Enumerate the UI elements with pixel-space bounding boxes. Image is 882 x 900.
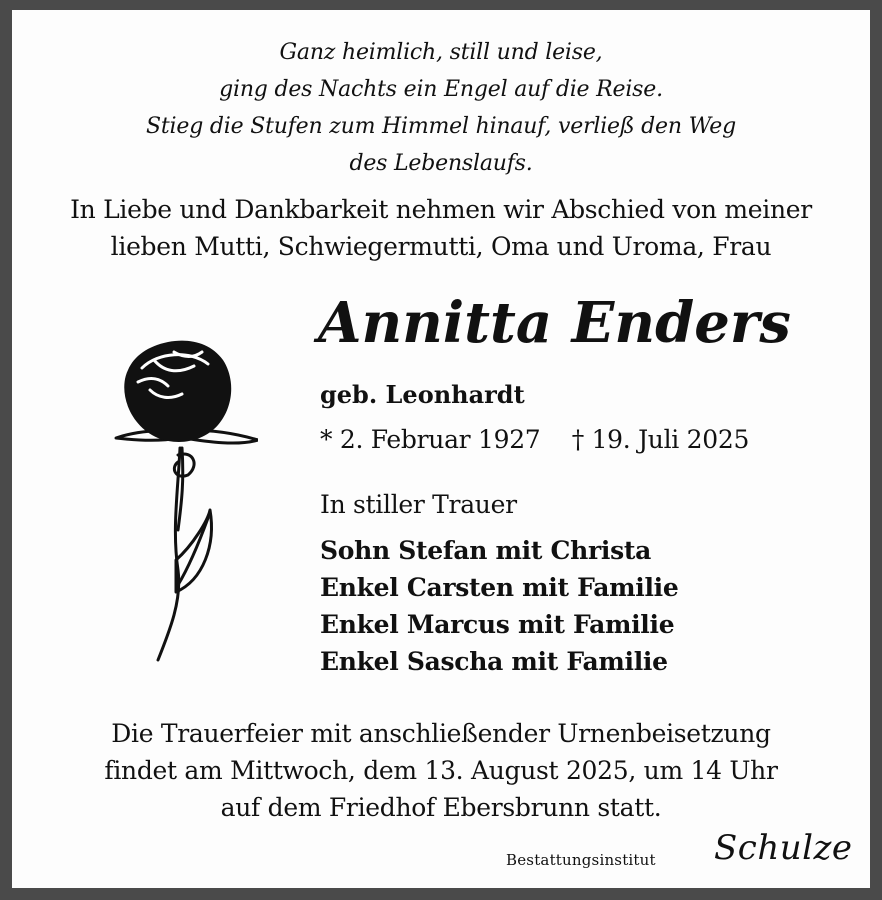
ceremony-line: auf dem Friedhof Ebersbrunn statt.: [220, 793, 662, 822]
poem-line: Stieg die Stufen zum Himmel hinauf, verließ den Weg: [146, 114, 736, 139]
poem-line: Ganz heimlich, still und leise,: [279, 40, 603, 65]
mourner: Sohn Stefan mit Christa: [320, 536, 651, 565]
deceased-name: Annitta Enders: [318, 290, 791, 356]
obituary-card: [12, 10, 870, 888]
birth-name: geb. Leonhardt: [320, 380, 525, 409]
mourner: Enkel Carsten mit Familie: [320, 573, 679, 602]
intro-line: In Liebe und Dankbarkeit nehmen wir Abschied von meiner: [70, 195, 812, 224]
mourner: Enkel Marcus mit Familie: [320, 610, 675, 639]
death-date: † 19. Juli 2025: [571, 425, 750, 454]
mourners-list: [320, 532, 678, 680]
funeral-home-label: Bestattungsinstitut: [506, 851, 656, 869]
funeral-home-logo: Schulze: [714, 828, 853, 868]
rose-icon: [98, 330, 258, 670]
mourner: Enkel Sascha mit Familie: [320, 647, 668, 676]
ceremony-line: Die Trauerfeier mit anschließender Urnenbeisetzung: [111, 719, 771, 748]
poem-line: ging des Nachts ein Engel auf die Reise.: [219, 77, 663, 102]
mourners-heading: In stiller Trauer: [320, 490, 517, 519]
intro-line: lieben Mutti, Schwiegermutti, Oma und Uroma, Frau: [110, 232, 772, 261]
ceremony-info: [12, 715, 870, 826]
poem-line: des Lebenslaufs.: [349, 151, 533, 176]
birth-date: * 2. Februar 1927: [320, 425, 541, 454]
farewell-intro: [12, 191, 870, 265]
poem: [12, 34, 870, 182]
life-dates: [320, 425, 749, 454]
ceremony-line: findet am Mittwoch, dem 13. August 2025, um 14 Uhr: [104, 756, 778, 785]
